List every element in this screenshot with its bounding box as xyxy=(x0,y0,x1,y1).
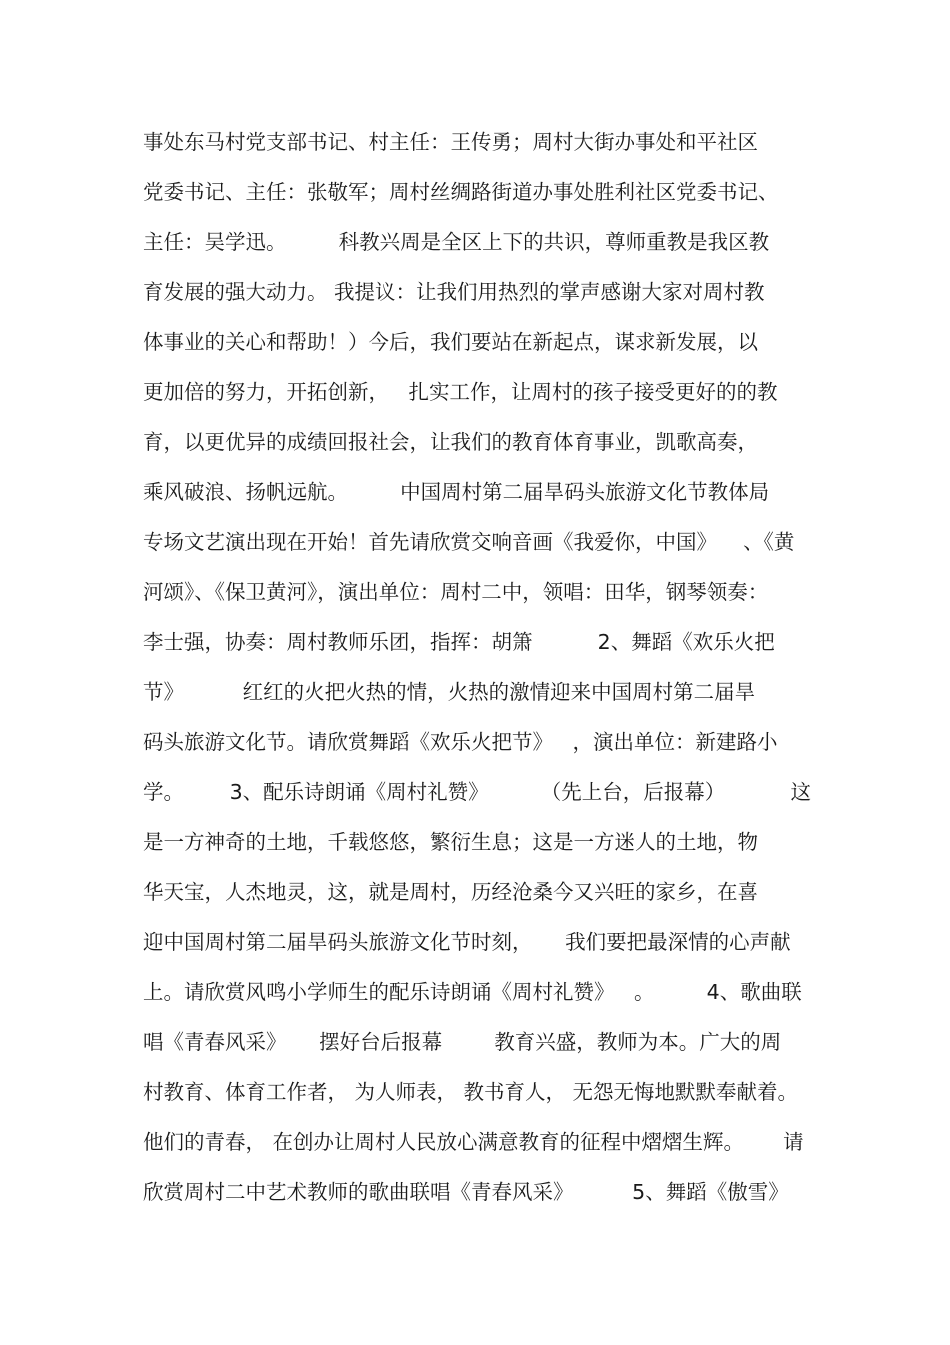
text-line-9: 专场文艺演出现在开始！首先请欣赏交响音画《我爱你，中国》 、《黄 xyxy=(143,530,795,554)
text-line-19: 唱《青春风采》 摆好台后报幕 教育兴盛，教师为本。广大的周 xyxy=(143,1030,782,1054)
text-line-4: 育发展的强大动力。 我提议：让我们用热烈的掌声感谢大家对周村教 xyxy=(143,280,765,304)
text-line-7: 育，以更优异的成绩回报社会，让我们的教育体育事业，凯歌高奏， xyxy=(143,430,758,454)
text-line-21: 他们的青春， 在创办让周村人民放心满意教育的征程中熠熠生辉。 请 xyxy=(143,1130,804,1154)
text-line-10: 河颂》、《保卫黄河》，演出单位：周村二中，领唱：田华，钢琴领奏： xyxy=(143,580,769,604)
text-line-11: 李士强，协奏：周村教师乐团，指挥：胡箫 2、舞蹈《欢乐火把 xyxy=(143,630,775,654)
text-line-16: 华天宝，人杰地灵，这，就是周村，历经沧桑今又兴旺的家乡，在喜 xyxy=(143,880,758,904)
text-line-12: 节》 红红的火把火热的情，火热的激情迎来中国周村第二届旱 xyxy=(143,680,756,704)
text-line-8: 乘风破浪、扬帆远航。 中国周村第二届旱码头旅游文化节教体局 xyxy=(143,480,770,504)
text-line-18: 上。请欣赏风鸣小学师生的配乐诗朗诵《周村礼赞》 。 4、歌曲联 xyxy=(143,980,802,1004)
text-line-14: 学。 3、配乐诗朗诵《周村礼赞》 （先上台，后报幕） 这 xyxy=(143,780,811,804)
body-text xyxy=(143,117,823,1217)
text-line-20: 村教育、体育工作者， 为人师表， 教书育人， 无怨无悔地默默奉献着。 xyxy=(143,1080,799,1104)
text-line-15: 是一方神奇的土地，千载悠悠，繁衍生息；这是一方迷人的土地，物 xyxy=(143,830,758,854)
text-line-5: 体事业的关心和帮助！）今后，我们要站在新起点，谋求新发展，以 xyxy=(143,330,758,354)
text-line-1: 事处东马村党支部书记、村主任：王传勇；周村大街办事处和平社区 xyxy=(143,130,758,154)
text-line-22: 欣赏周村二中艺术教师的歌曲联唱《青春风采》 5、舞蹈《傲雪》 xyxy=(143,1180,789,1204)
text-line-13: 码头旅游文化节。请欣赏舞蹈《欢乐火把节》 ，演出单位：新建路小 xyxy=(143,730,778,754)
text-line-3: 主任：吴学迅。 科教兴周是全区上下的共识，尊师重教是我区教 xyxy=(143,230,770,254)
text-line-2: 党委书记、主任：张敬军；周村丝绸路街道办事处胜利社区党委书记、 xyxy=(143,180,779,204)
text-line-17: 迎中国周村第二届旱码头旅游文化节时刻， 我们要把最深情的心声献 xyxy=(143,930,791,954)
text-line-6: 更加倍的努力，开拓创新， 扎实工作，让周村的孩子接受更好的的教 xyxy=(143,380,778,404)
